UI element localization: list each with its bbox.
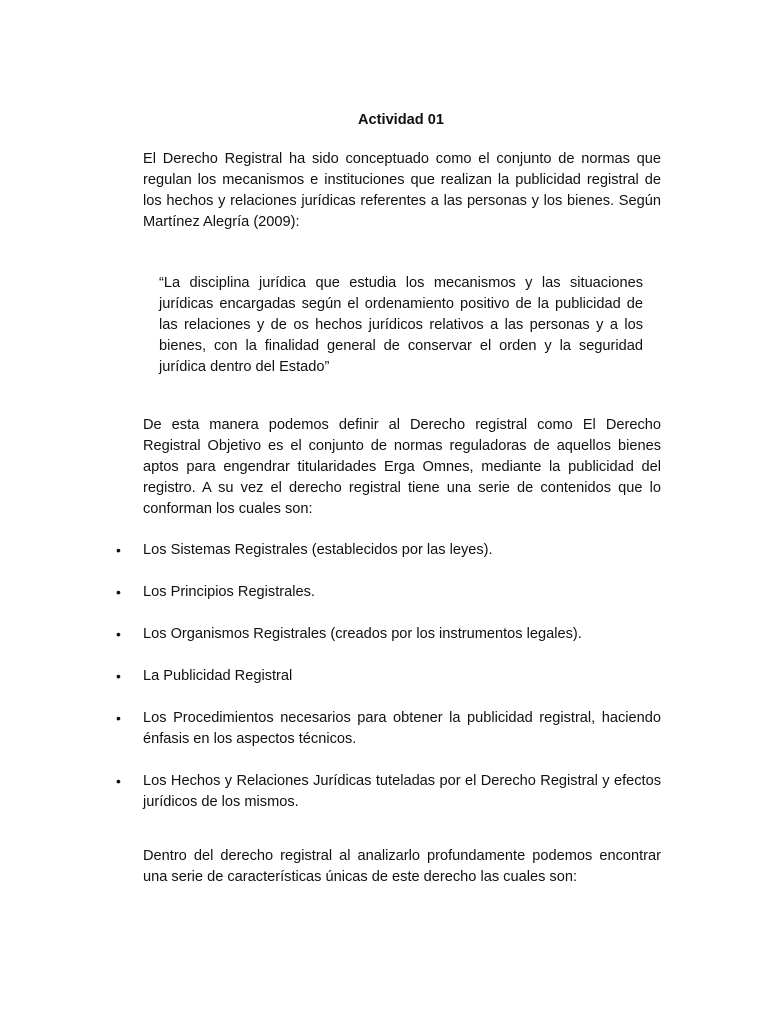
document-title: Actividad 01 — [358, 112, 444, 128]
list-item — [116, 540, 661, 561]
bullet-icon: • — [116, 542, 121, 558]
closing-paragraph: Dentro del derecho registral al analizarlo profundamente podemos encontrar una serie de características únicas de este derecho las cuales son: — [143, 848, 661, 885]
list-item-text: Los Organismos Registrales (creados por los instrumentos legales). — [143, 626, 582, 642]
bullet-icon: • — [116, 626, 121, 642]
list-item — [116, 624, 661, 645]
bullet-icon: • — [116, 584, 121, 600]
list-item-text: La Publicidad Registral — [143, 668, 293, 684]
intro-paragraph: El Derecho Registral ha sido conceptuado como el conjunto de normas que regulan los mecanismos e instituciones que realizan la publicidad registral de los hechos y relaciones jurídicas referentes a las personas y los bienes. Según Martínez Alegría (2009): — [143, 151, 661, 230]
list-item-text: Los Principios Registrales. — [143, 584, 315, 600]
block-quote: “La disciplina jurídica que estudia los mecanismos y las situaciones jurídicas encargadas según el ordenamiento positivo de la publicidad de las relaciones y de os hechos jurídicos relativos a las personas y a los bienes, con la finalidad general de conservar el orden y la seguridad jurídica dentro del Estado” — [159, 275, 643, 375]
list-item — [116, 582, 661, 603]
bullet-icon: • — [116, 668, 121, 684]
list-item — [116, 666, 661, 687]
bullet-icon: • — [116, 773, 121, 789]
list-item-text: Los Hechos y Relaciones Jurídicas tuteladas por el Derecho Registral y efectos jurídicos de los mismos. — [143, 773, 661, 810]
list-item-text: Los Procedimientos necesarios para obtener la publicidad registral, haciendo énfasis en los aspectos técnicos. — [143, 710, 661, 747]
list-item — [116, 708, 661, 750]
bullet-icon: • — [116, 710, 121, 726]
definition-paragraph: De esta manera podemos definir al Derecho registral como El Derecho Registral Objetivo es el conjunto de normas reguladoras de aquellos bienes aptos para engendrar titularidades Erga Omnes, mediante la publicidad del registro. A su vez el derecho registral tiene una serie de contenidos que lo conforman los cuales son: — [143, 417, 661, 517]
list-item — [116, 771, 661, 813]
list-item-text: Los Sistemas Registrales (establecidos por las leyes). — [143, 542, 493, 558]
